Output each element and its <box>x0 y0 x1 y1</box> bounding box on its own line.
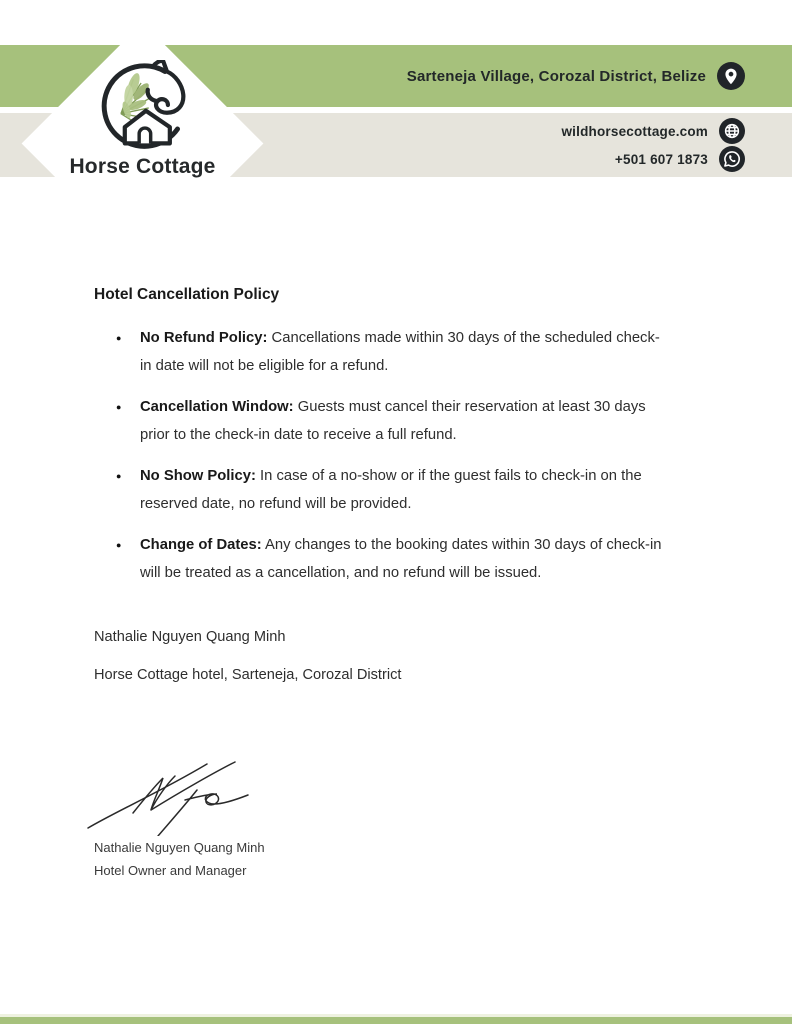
policy-title: Hotel Cancellation Policy <box>94 286 280 303</box>
policy-item-no-show <box>94 462 670 518</box>
brand-logo <box>57 60 228 179</box>
letter-content <box>94 285 678 687</box>
footer-green-bar <box>0 1017 792 1024</box>
location-row <box>407 62 745 90</box>
horse-cottage-logo-icon <box>93 60 193 152</box>
brand-name: Horse Cottage <box>69 155 216 178</box>
policy-item-text: Cancellations made within 30 days of the scheduled check-in date will not be eligible for a refund. <box>140 330 660 374</box>
policy-item-text: In case of a no-show or if the guest fails to check-in on the reserved date, no refund will be provided. <box>140 468 642 512</box>
policy-list <box>94 324 670 587</box>
location-pin-icon <box>717 62 745 90</box>
policy-item-text: Any changes to the booking dates within 30 days of check-in will be treated as a cancellation, and no refund will be issued. <box>140 537 662 581</box>
website-row <box>561 118 745 144</box>
policy-item-cancellation-window <box>94 393 670 449</box>
website-text: wildhorsecottage.com <box>561 123 708 139</box>
policy-item-change-of-dates <box>94 531 670 587</box>
phone-row <box>615 146 745 172</box>
signatory-title: Hotel Owner and Manager <box>94 863 247 878</box>
globe-icon <box>719 118 745 144</box>
signature-image <box>85 750 285 836</box>
sender-name: Nathalie Nguyen Quang Minh <box>94 629 286 645</box>
policy-item-label: Change of Dates: <box>140 537 262 553</box>
policy-item-text: Guests must cancel their reservation at least 30 days prior to the check-in date to receive a full refund. <box>140 399 646 443</box>
signature-block <box>94 750 285 882</box>
sender-organization: Horse Cottage hotel, Sarteneja, Corozal District <box>94 667 402 683</box>
whatsapp-icon <box>719 146 745 172</box>
policy-item-no-refund <box>94 324 670 380</box>
phone-text: +501 607 1873 <box>614 151 708 167</box>
location-text: Sarteneja Village, Corozal District, Belize <box>406 67 706 85</box>
policy-item-label: No Refund Policy: <box>140 330 268 346</box>
policy-item-label: Cancellation Window: <box>140 399 294 415</box>
policy-item-label: No Show Policy: <box>140 468 256 484</box>
signatory-name: Nathalie Nguyen Quang Minh <box>94 840 265 855</box>
